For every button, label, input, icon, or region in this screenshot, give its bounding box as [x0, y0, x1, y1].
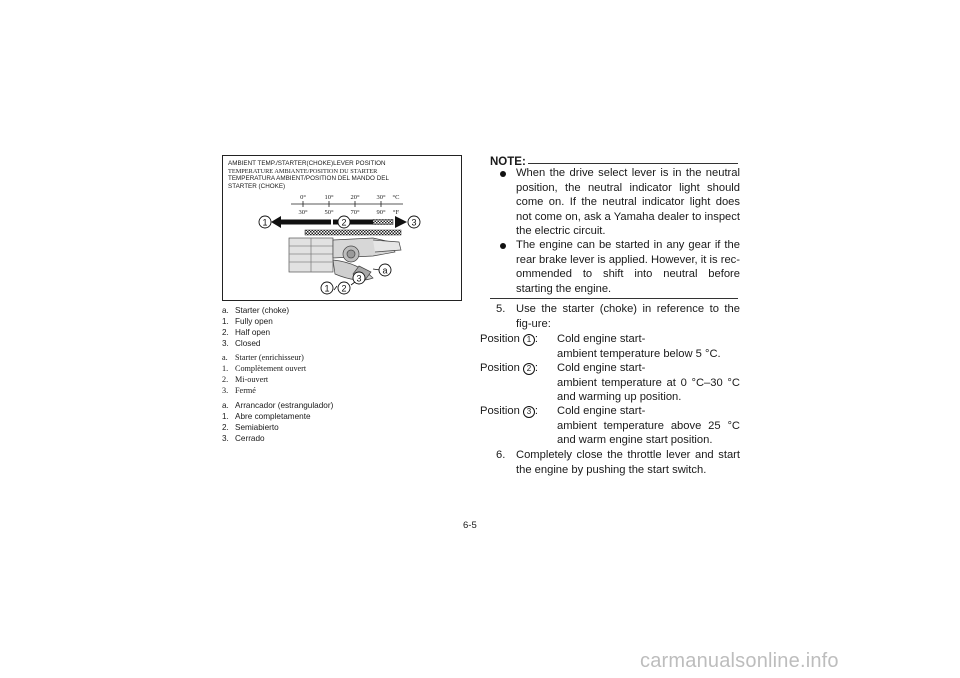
- arrow-closed-hatched: [373, 220, 393, 225]
- callout-lever-2: 2: [341, 283, 347, 294]
- fahrenheit-tick-50: 50°: [324, 209, 334, 216]
- caption-es-3: 3. Cerrado: [222, 434, 265, 443]
- circled-number-3: 3: [523, 406, 535, 418]
- step-6: 6. Completely close the throttle lever and start the engine by pushing the start switch.: [496, 449, 740, 476]
- figure-title-line-4: STARTER (CHOKE): [228, 182, 286, 190]
- callout-1: 1: [262, 217, 268, 228]
- caption-es-2: 2. Semiabierto: [222, 423, 279, 432]
- caption-fr-3: 3. Fermé: [222, 386, 256, 395]
- page-number: 6-5: [463, 520, 477, 531]
- note-bullet-neutral-light: When the drive select lever is in the neutral position, the neutral indicator light should come on. If the neutral indicator light does not come on, ask a Yamaha dealer to inspect the electric circuit.: [500, 166, 740, 239]
- caption-fr-2: 2. Mi-ouvert: [222, 375, 269, 384]
- callout-a: a: [382, 265, 388, 276]
- hatched-scale-bar: [305, 230, 401, 235]
- caption-spanish: [222, 400, 333, 444]
- figure-title-line-1: AMBIENT TEMP./STARTER(CHOKE)LEVER POSITION: [228, 160, 386, 167]
- celsius-tick-0: 0°: [300, 194, 306, 201]
- arrow-closed-head: [395, 216, 407, 228]
- note-heading-rule: [528, 163, 738, 164]
- callout-lever-1: 1: [324, 283, 330, 294]
- callout-3: 3: [411, 217, 417, 228]
- callout-lever-3: 3: [356, 273, 362, 284]
- step-5: 5. Use the starter (choke) in reference to the fig-ure:: [496, 303, 740, 330]
- note-end-rule: [490, 298, 738, 299]
- note-heading: NOTE:: [490, 156, 526, 168]
- position-2-row: Position 2 : Cold engine start- ambient temperature at 0 °C–30 °C and warming up position.: [480, 362, 740, 404]
- fahrenheit-unit: °F: [392, 209, 400, 216]
- position-3-row: Position 3 : Cold engine start- ambient temperature above 25 °C and warm engine start position.: [480, 405, 740, 447]
- figure-title-line-3: TEMPERATURA AMBIENT/POSITION DEL MANDO DEL: [228, 175, 389, 183]
- fahrenheit-tick-90: 90°: [376, 209, 386, 216]
- fahrenheit-tick-70: 70°: [350, 209, 360, 216]
- circled-number-2: 2: [523, 363, 535, 375]
- caption-french: [222, 352, 306, 396]
- caption-english: [222, 305, 289, 349]
- figure-starter-choke: [222, 155, 462, 301]
- starter-lever-diagram: [223, 156, 461, 300]
- celsius-tick-20: 20°: [350, 194, 360, 201]
- position-1-row: Position 1 : Cold engine start- ambient temperature below 5 °C.: [480, 333, 721, 360]
- caption-fr-1: 1. Complètement ouvert: [222, 364, 307, 373]
- celsius-tick-30: 30°: [376, 194, 386, 201]
- caption-fr-a: a. Starter (enrichisseur): [222, 353, 304, 362]
- watermark: carmanualsonline.info: [640, 650, 839, 672]
- celsius-unit: °C: [392, 194, 400, 201]
- caption-en-1: 1. Fully open: [222, 317, 273, 326]
- caption-es-a: a. Arrancador (estrangulador): [222, 401, 334, 410]
- note-bullet-any-gear: The engine can be started in any gear if the rear brake lever is applied. However, it is rec-ommended to shift into neutral before starting the engine.: [500, 238, 740, 296]
- callout-2: 2: [341, 217, 347, 228]
- arrow-fully-open: [271, 216, 331, 228]
- caption-en-2: 2. Half open: [222, 328, 271, 337]
- caption-es-1: 1. Abre completamente: [222, 412, 311, 421]
- circled-number-1: 1: [523, 334, 535, 346]
- caption-en-3: 3. Closed: [222, 339, 261, 348]
- bullet-dot-icon: [500, 171, 506, 177]
- caption-en-a: a. Starter (choke): [222, 306, 290, 315]
- figure-title-line-2: TEMPERATURE AMBIANTE/POSITION DU STARTER: [228, 167, 378, 175]
- fahrenheit-tick-30: 30°: [298, 209, 308, 216]
- celsius-tick-10: 10°: [324, 194, 334, 201]
- bullet-dot-icon: [500, 243, 506, 249]
